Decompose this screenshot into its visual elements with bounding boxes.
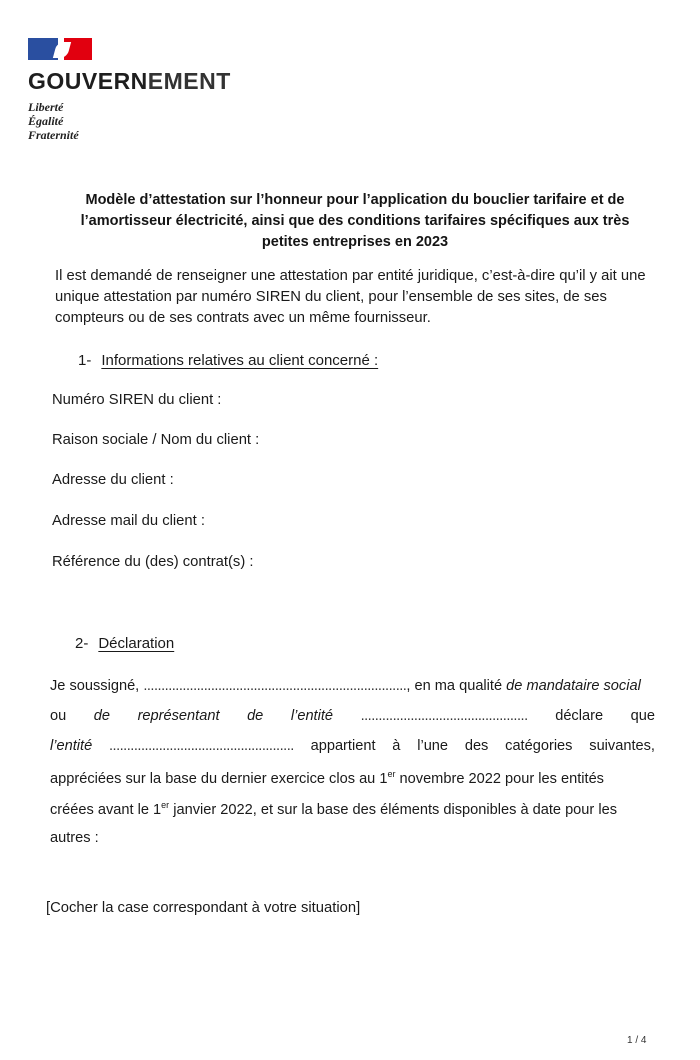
checkbox-instruction: [Cocher la case correspondant à votre situation] xyxy=(46,900,361,916)
siren-field-label: Numéro SIREN du client : xyxy=(52,392,222,408)
contract-reference-field-label: Référence du (des) contrat(s) : xyxy=(52,554,254,570)
motto xyxy=(28,100,79,142)
section-1-heading: 1- Informations relatives au client concerné : xyxy=(78,352,379,369)
intro-paragraph: Il est demandé de renseigner une attestation par entité juridique, c’est-à-dire qu’il y ait une unique attestation par numéro SIREN du client, pour l’ensemble de ses sites, de ses compteurs ou de ses contrats avec un même fournisseur. xyxy=(55,268,646,326)
fill-in-blank[interactable]: .......................................................................... xyxy=(143,678,407,694)
fill-in-blank[interactable]: .................................................... xyxy=(108,738,294,754)
document-title: Modèle d’attestation sur l’honneur pour l’application du bouclier tarifaire et de l’amortisseur électricité, ainsi que des conditions tarifaires spécifiques aux très petites entreprises en 2023 xyxy=(80,192,630,250)
motto-line: Fraternité xyxy=(28,128,79,142)
section-2-heading: 2- Déclaration xyxy=(75,635,175,652)
email-field-label: Adresse mail du client : xyxy=(52,513,205,529)
declaration-line: l’entité .................................................... appartient à l’une des catégories suivantes, xyxy=(50,738,655,754)
page-number: 1 / 4 xyxy=(627,1035,647,1046)
declaration-line: Je soussigné, .........................................................................., en ma qualité de mandataire social xyxy=(50,678,641,694)
government-logo xyxy=(28,36,231,142)
address-field-label: Adresse du client : xyxy=(52,472,174,488)
declaration-line: autres : xyxy=(50,830,99,846)
motto-line: Égalité xyxy=(28,114,64,128)
declaration-line: ou de représentant de l’entité ............................................... déclare que xyxy=(50,708,655,724)
motto-line: Liberté xyxy=(28,100,64,114)
logo-wordmark: GOUVERNEMENT xyxy=(28,68,231,94)
marianne-flag-icon xyxy=(28,36,94,62)
company-name-field-label: Raison sociale / Nom du client : xyxy=(52,432,260,448)
fill-in-blank[interactable]: ............................................... xyxy=(360,708,528,724)
declaration-line: appréciées sur la base du dernier exercice clos au 1er novembre 2022 pour les entités xyxy=(50,769,604,787)
declaration-line: créées avant le 1er janvier 2022, et sur la base des éléments disponibles à date pour les xyxy=(50,800,617,818)
